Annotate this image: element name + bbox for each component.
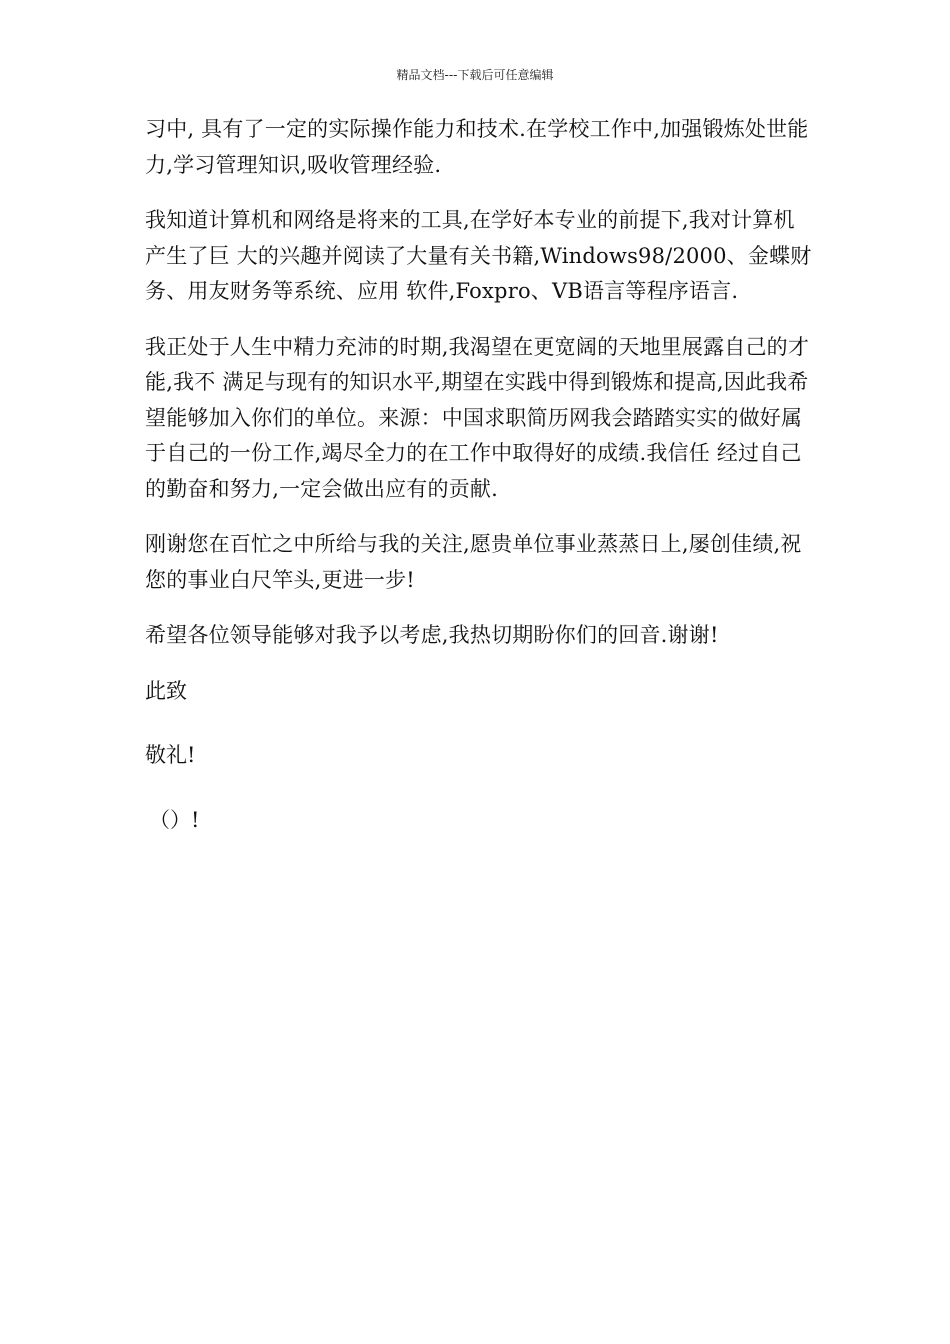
closing-salutation: 此致 [145,678,187,703]
letter-body [145,112,815,838]
paragraph-request: 希望各位领导能够对我予以考虑,我热切期盼你们的回音.谢谢! [145,623,719,647]
paragraph-motivation: 我正处于人生中精力充沛的时期,我渴望在更宽阔的天地里展露自己的才能,我不 满足与现有的知识水平,期望在实践中得到锻炼和提高,因此我希望能够加入你们的单位。来源：中国求职简历网我会踏踏实实的做好属于自己的一份工作,竭尽全力的在工作中取得好的成绩.我信任 经过自己的勤奋和努力,一定会做出应有的贡献. [145,334,810,501]
closing-regards: 敬礼! [145,743,196,767]
paragraph-education: 习中, 具有了一定的实际操作能力和技术.在学校工作中,加强锻炼处世能力,学习管理知识,吸收管理经验. [145,117,809,177]
paragraph-computer-skills: 我知道计算机和网络是将来的工具,在学好本专业的前提下,我对计算机产生了巨 大的兴趣并阅读了大量有关书籍,Windows98/2000、金蝶财务、用友财务等系统、应用 软件,Foxpro、VB语言等程序语言. [145,208,812,303]
paragraph-thanks: 刚谢您在百忙之中所给与我的关注,愿贵单位事业蒸蒸日上,屡创佳绩,祝您的事业白尺竿头,更进一步! [145,532,802,592]
signature-line: （）! [149,807,200,832]
page-header: 精品文档---下载后可任意编辑 [396,68,554,82]
